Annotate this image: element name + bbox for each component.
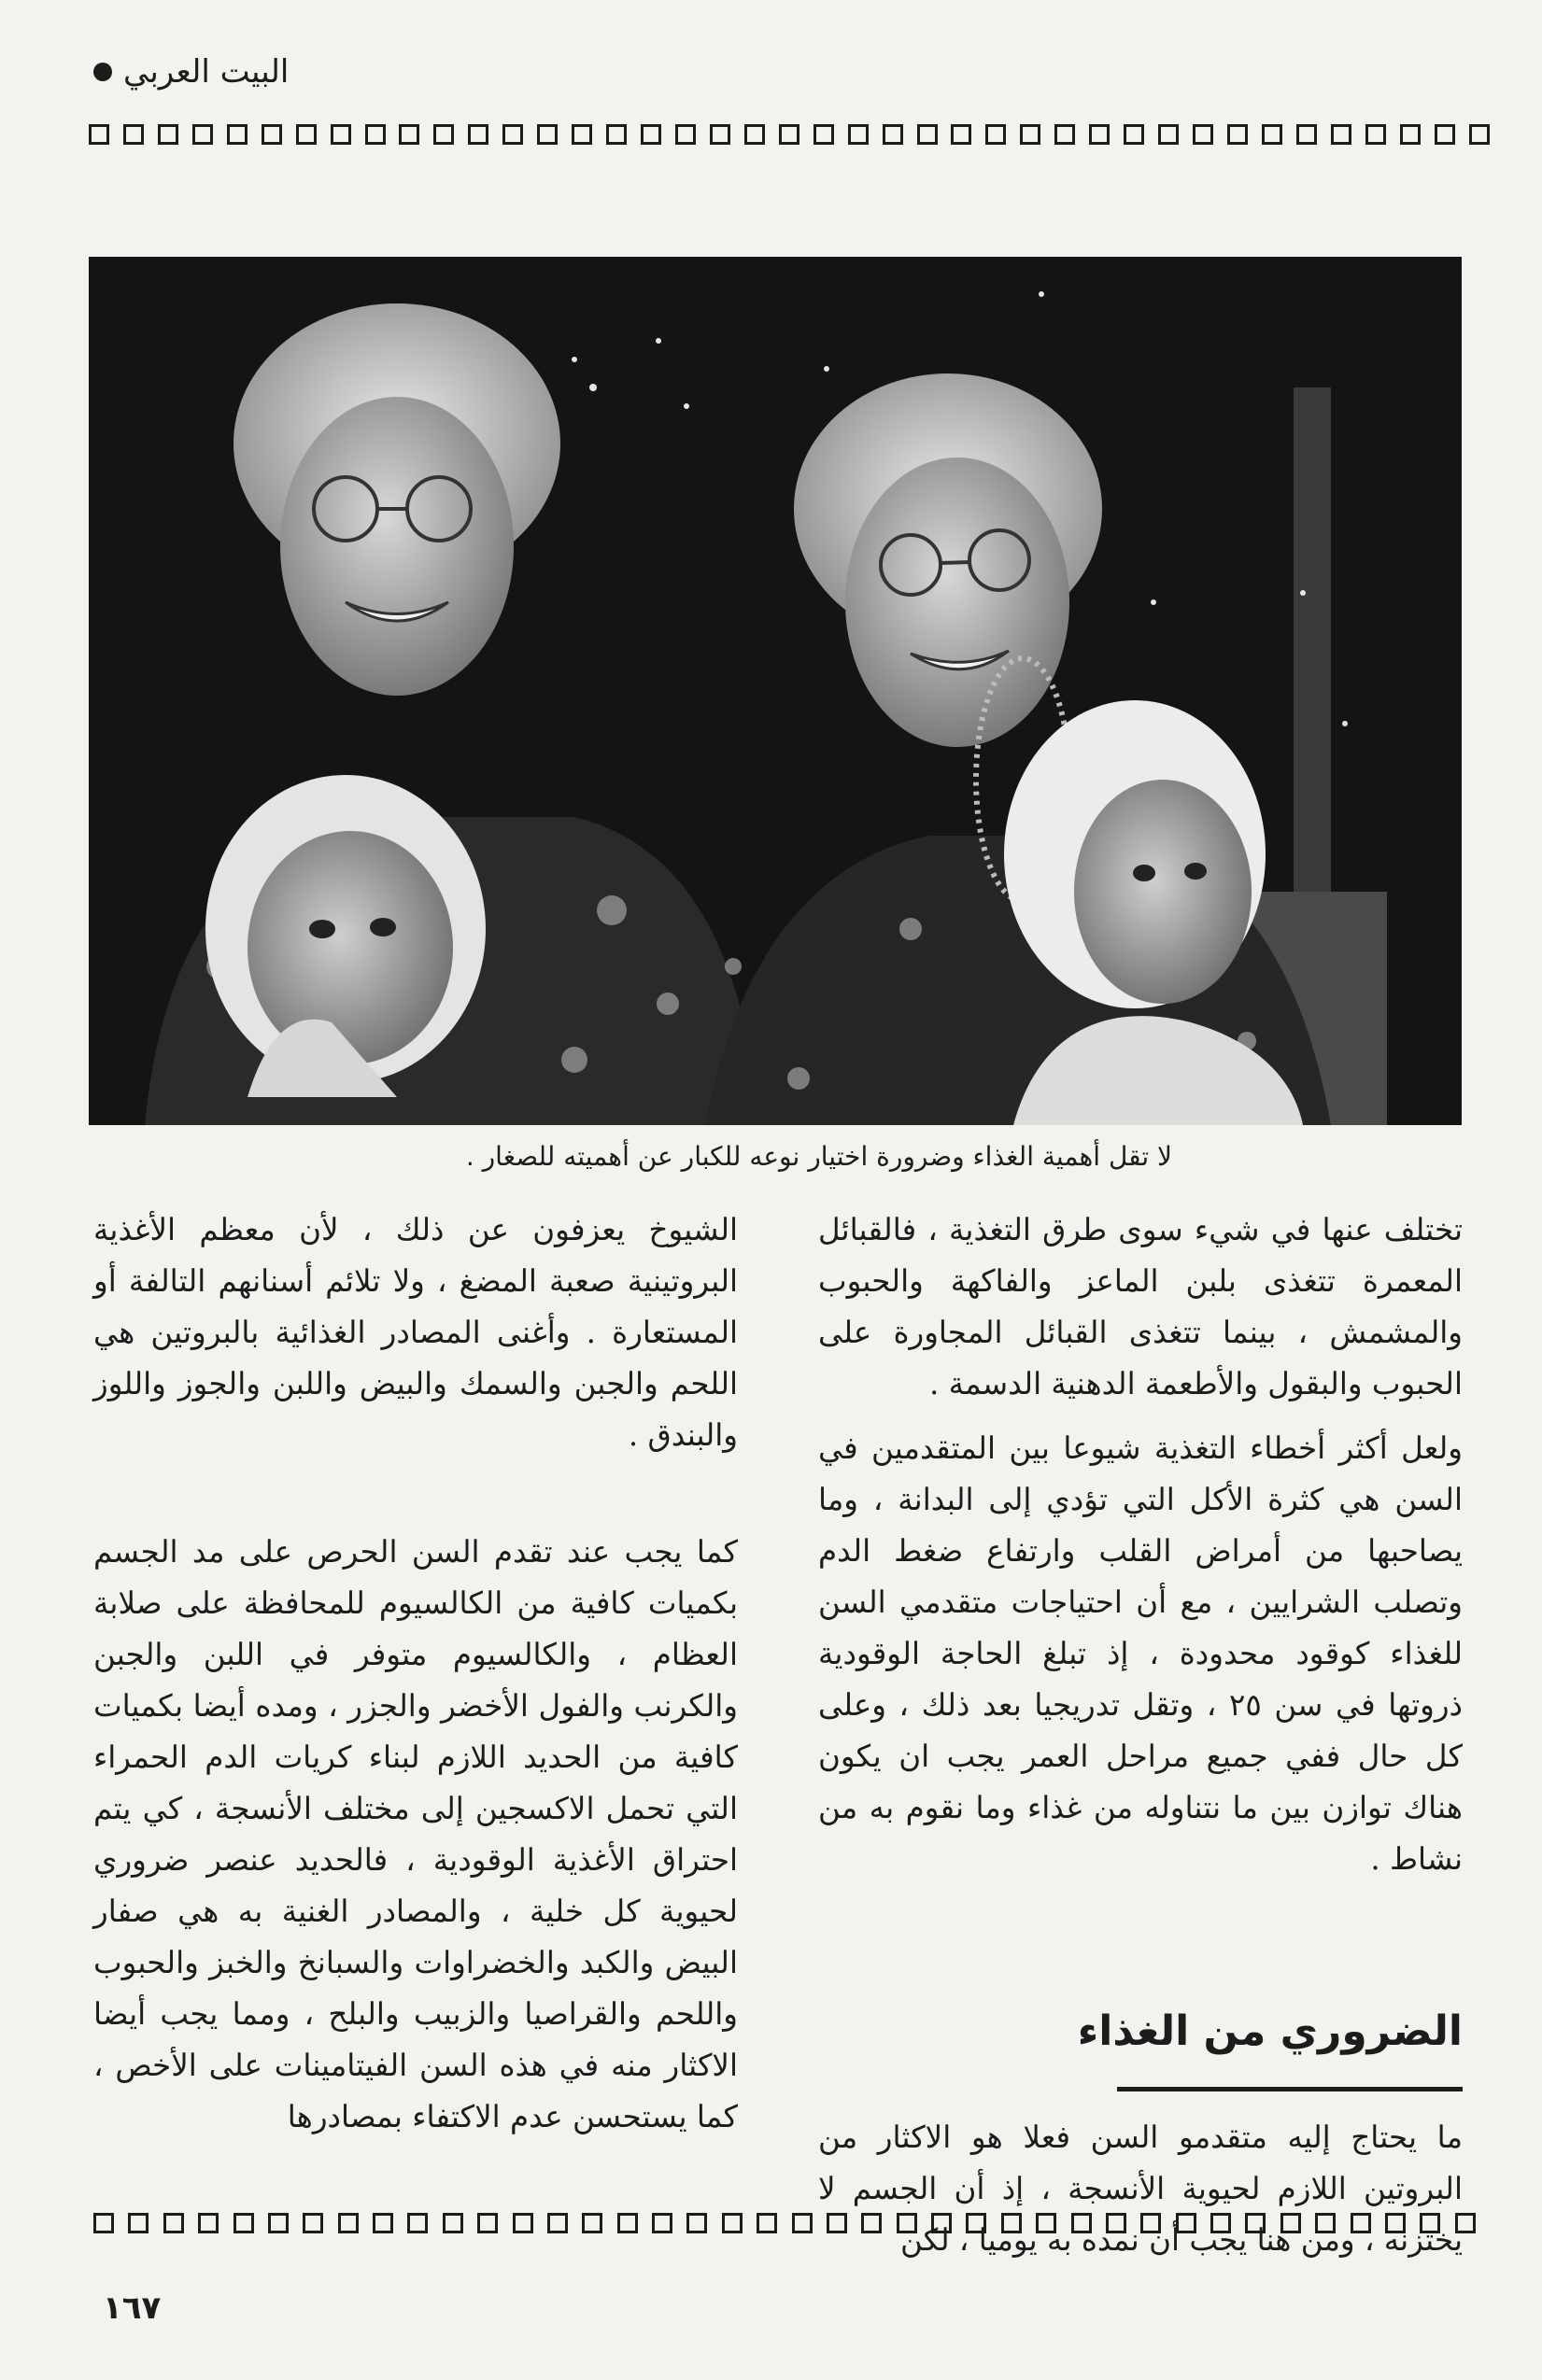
border-square-icon — [93, 2213, 114, 2233]
page-number: ١٦٧ — [103, 2289, 162, 2327]
border-square-icon — [537, 124, 558, 145]
border-square-icon — [1036, 2213, 1056, 2233]
border-square-icon — [373, 2213, 393, 2233]
bottom-square-border — [93, 2213, 1476, 2239]
border-square-icon — [985, 124, 1006, 145]
border-square-icon — [1227, 124, 1248, 145]
border-square-icon — [158, 124, 178, 145]
border-square-icon — [502, 124, 523, 145]
border-square-icon — [917, 124, 938, 145]
photo-image — [89, 257, 1462, 1125]
border-square-icon — [710, 124, 730, 145]
top-square-border — [89, 124, 1490, 150]
border-square-icon — [848, 124, 869, 145]
border-square-icon — [966, 2213, 986, 2233]
border-square-icon — [198, 2213, 219, 2233]
border-square-icon — [1089, 124, 1110, 145]
border-square-icon — [513, 2213, 533, 2233]
border-square-icon — [861, 2213, 882, 2233]
border-square-icon — [1245, 2213, 1266, 2233]
heading-underline — [1117, 2087, 1463, 2091]
border-square-icon — [792, 2213, 813, 2233]
border-square-icon — [686, 2213, 707, 2233]
border-square-icon — [883, 124, 903, 145]
border-square-icon — [477, 2213, 498, 2233]
border-square-icon — [744, 124, 765, 145]
border-square-icon — [1210, 2213, 1231, 2233]
border-square-icon — [779, 124, 799, 145]
border-square-icon — [192, 124, 213, 145]
border-square-icon — [1020, 124, 1040, 145]
border-square-icon — [1400, 124, 1421, 145]
paragraph: تختلف عنها في شيء سوى طرق التغذية ، فالقبائل المعمرة تتغذى بلبن الماعز والفاكهة والحبوب والمشمش ، بينما تتغذى القبائل المجاورة على الحبوب والبقول والأطعمة الدهنية الدسمة . — [818, 1212, 1463, 1401]
border-square-icon — [262, 124, 282, 145]
border-square-icon — [1001, 2213, 1022, 2233]
border-square-icon — [1331, 124, 1351, 145]
border-square-icon — [897, 2213, 917, 2233]
border-square-icon — [1435, 124, 1455, 145]
border-square-icon — [89, 124, 109, 145]
border-square-icon — [303, 2213, 323, 2233]
left-column — [93, 1204, 738, 2143]
border-square-icon — [813, 124, 834, 145]
border-square-icon — [123, 124, 144, 145]
border-square-icon — [1296, 124, 1317, 145]
paragraph: كما يجب عند تقدم السن الحرص على مد الجسم بكميات كافية من الكالسيوم للمحافظة على صلابة العظام ، والكالسيوم متوفر في اللبن والجبن والكرنب والفول الأخضر والجزر ، ومده أيضا بكميات كافية من الحديد اللازم لبناء كريات الدم الحمراء التي تحمل الاكسجين إلى مختلف الأنسجة ، كي يتم احتراق الأغذية الوقودية ، فالحديد عنصر ضروري لحيوية كل خلية ، والمصادر الغنية به هي صفار البيض والكبد والخضراوات والسبانخ والخبز والحبوب واللحم والقراصيا والزبيب والبلح ، ومما يجب أيضا الاكثار منه في هذه السن الفيتامينات على الأخص ، كما يستحسن عدم الاكتفاء بمصادرها — [93, 1534, 738, 2134]
border-square-icon — [1054, 124, 1075, 145]
border-square-icon — [128, 2213, 149, 2233]
border-square-icon — [268, 2213, 289, 2233]
border-square-icon — [296, 124, 317, 145]
border-square-icon — [675, 124, 696, 145]
border-square-icon — [338, 2213, 359, 2233]
border-square-icon — [931, 2213, 952, 2233]
right-column-continued — [818, 2112, 1463, 2266]
border-square-icon — [227, 124, 248, 145]
paragraph: ما يحتاج إليه متقدمو السن فعلا هو الاكثار من البروتين اللازم لحيوية الأنسجة ، إذ أن الجسم لا يختزنه ، ومن هنا يجب أن نمده به يوميا ، لكن — [818, 2119, 1463, 2258]
right-column — [818, 1204, 1463, 1885]
border-square-icon — [641, 124, 661, 145]
border-square-icon — [468, 124, 488, 145]
border-square-icon — [1315, 2213, 1336, 2233]
border-square-icon — [951, 124, 971, 145]
border-square-icon — [331, 124, 351, 145]
border-square-icon — [1280, 2213, 1301, 2233]
border-square-icon — [1365, 124, 1386, 145]
photo-caption: لا تقل أهمية الغذاء وضرورة اختيار نوعه للكبار عن أهميته للصغار . — [465, 1141, 1172, 1172]
border-square-icon — [1176, 2213, 1196, 2233]
border-square-icon — [572, 124, 592, 145]
border-square-icon — [407, 2213, 428, 2233]
border-square-icon — [365, 124, 386, 145]
border-square-icon — [1455, 2213, 1476, 2233]
border-square-icon — [547, 2213, 568, 2233]
border-square-icon — [1140, 2213, 1161, 2233]
section-heading: الضروري من الغذاء — [1077, 2007, 1463, 2055]
border-square-icon — [1071, 2213, 1092, 2233]
border-square-icon — [399, 124, 419, 145]
border-square-icon — [1158, 124, 1179, 145]
magazine-title: البيت العربي — [123, 53, 290, 91]
border-square-icon — [1124, 124, 1144, 145]
border-square-icon — [652, 2213, 672, 2233]
border-square-icon — [1106, 2213, 1126, 2233]
border-square-icon — [606, 124, 627, 145]
border-square-icon — [163, 2213, 184, 2233]
bullet-icon — [93, 63, 112, 81]
border-square-icon — [757, 2213, 777, 2233]
paragraph: الشيوخ يعزفون عن ذلك ، لأن معظم الأغذية البروتينية صعبة المضغ ، ولا تلائم أسنانهم التالفة أو المستعارة . وأغنى المصادر الغذائية بالبروتين هي اللحم والجبن والسمك والبيض واللبن والجوز واللوز والبندق . — [93, 1212, 738, 1453]
border-square-icon — [1351, 2213, 1371, 2233]
border-square-icon — [233, 2213, 254, 2233]
border-square-icon — [617, 2213, 638, 2233]
border-square-icon — [1469, 124, 1490, 145]
running-header — [93, 49, 336, 95]
border-square-icon — [1385, 2213, 1406, 2233]
paragraph: ولعل أكثر أخطاء التغذية شيوعا بين المتقدمين في السن هي كثرة الأكل التي تؤدي إلى البدانة ، وما يصاحبها من أمراض القلب وارتفاع ضغط الدم وتصلب الشرايين ، مع أن احتياجات متقدمي السن للغذاء كوقود محدودة ، إذ تبلغ الحاجة الوقودية ذروتها في سن ٢٥ ، وتقل تدريجيا بعد ذلك ، وعلى كل حال ففي جميع مراحل العمر يجب ان يكون هناك توازن بين ما نتناوله من غذاء وما نقوم به من نشاط . — [818, 1430, 1463, 1877]
border-square-icon — [1193, 124, 1213, 145]
border-square-icon — [582, 2213, 602, 2233]
border-square-icon — [1420, 2213, 1440, 2233]
border-square-icon — [827, 2213, 847, 2233]
border-square-icon — [722, 2213, 743, 2233]
border-square-icon — [1262, 124, 1282, 145]
photo-grandmothers-babies — [89, 257, 1462, 1125]
border-square-icon — [443, 2213, 463, 2233]
border-square-icon — [433, 124, 454, 145]
